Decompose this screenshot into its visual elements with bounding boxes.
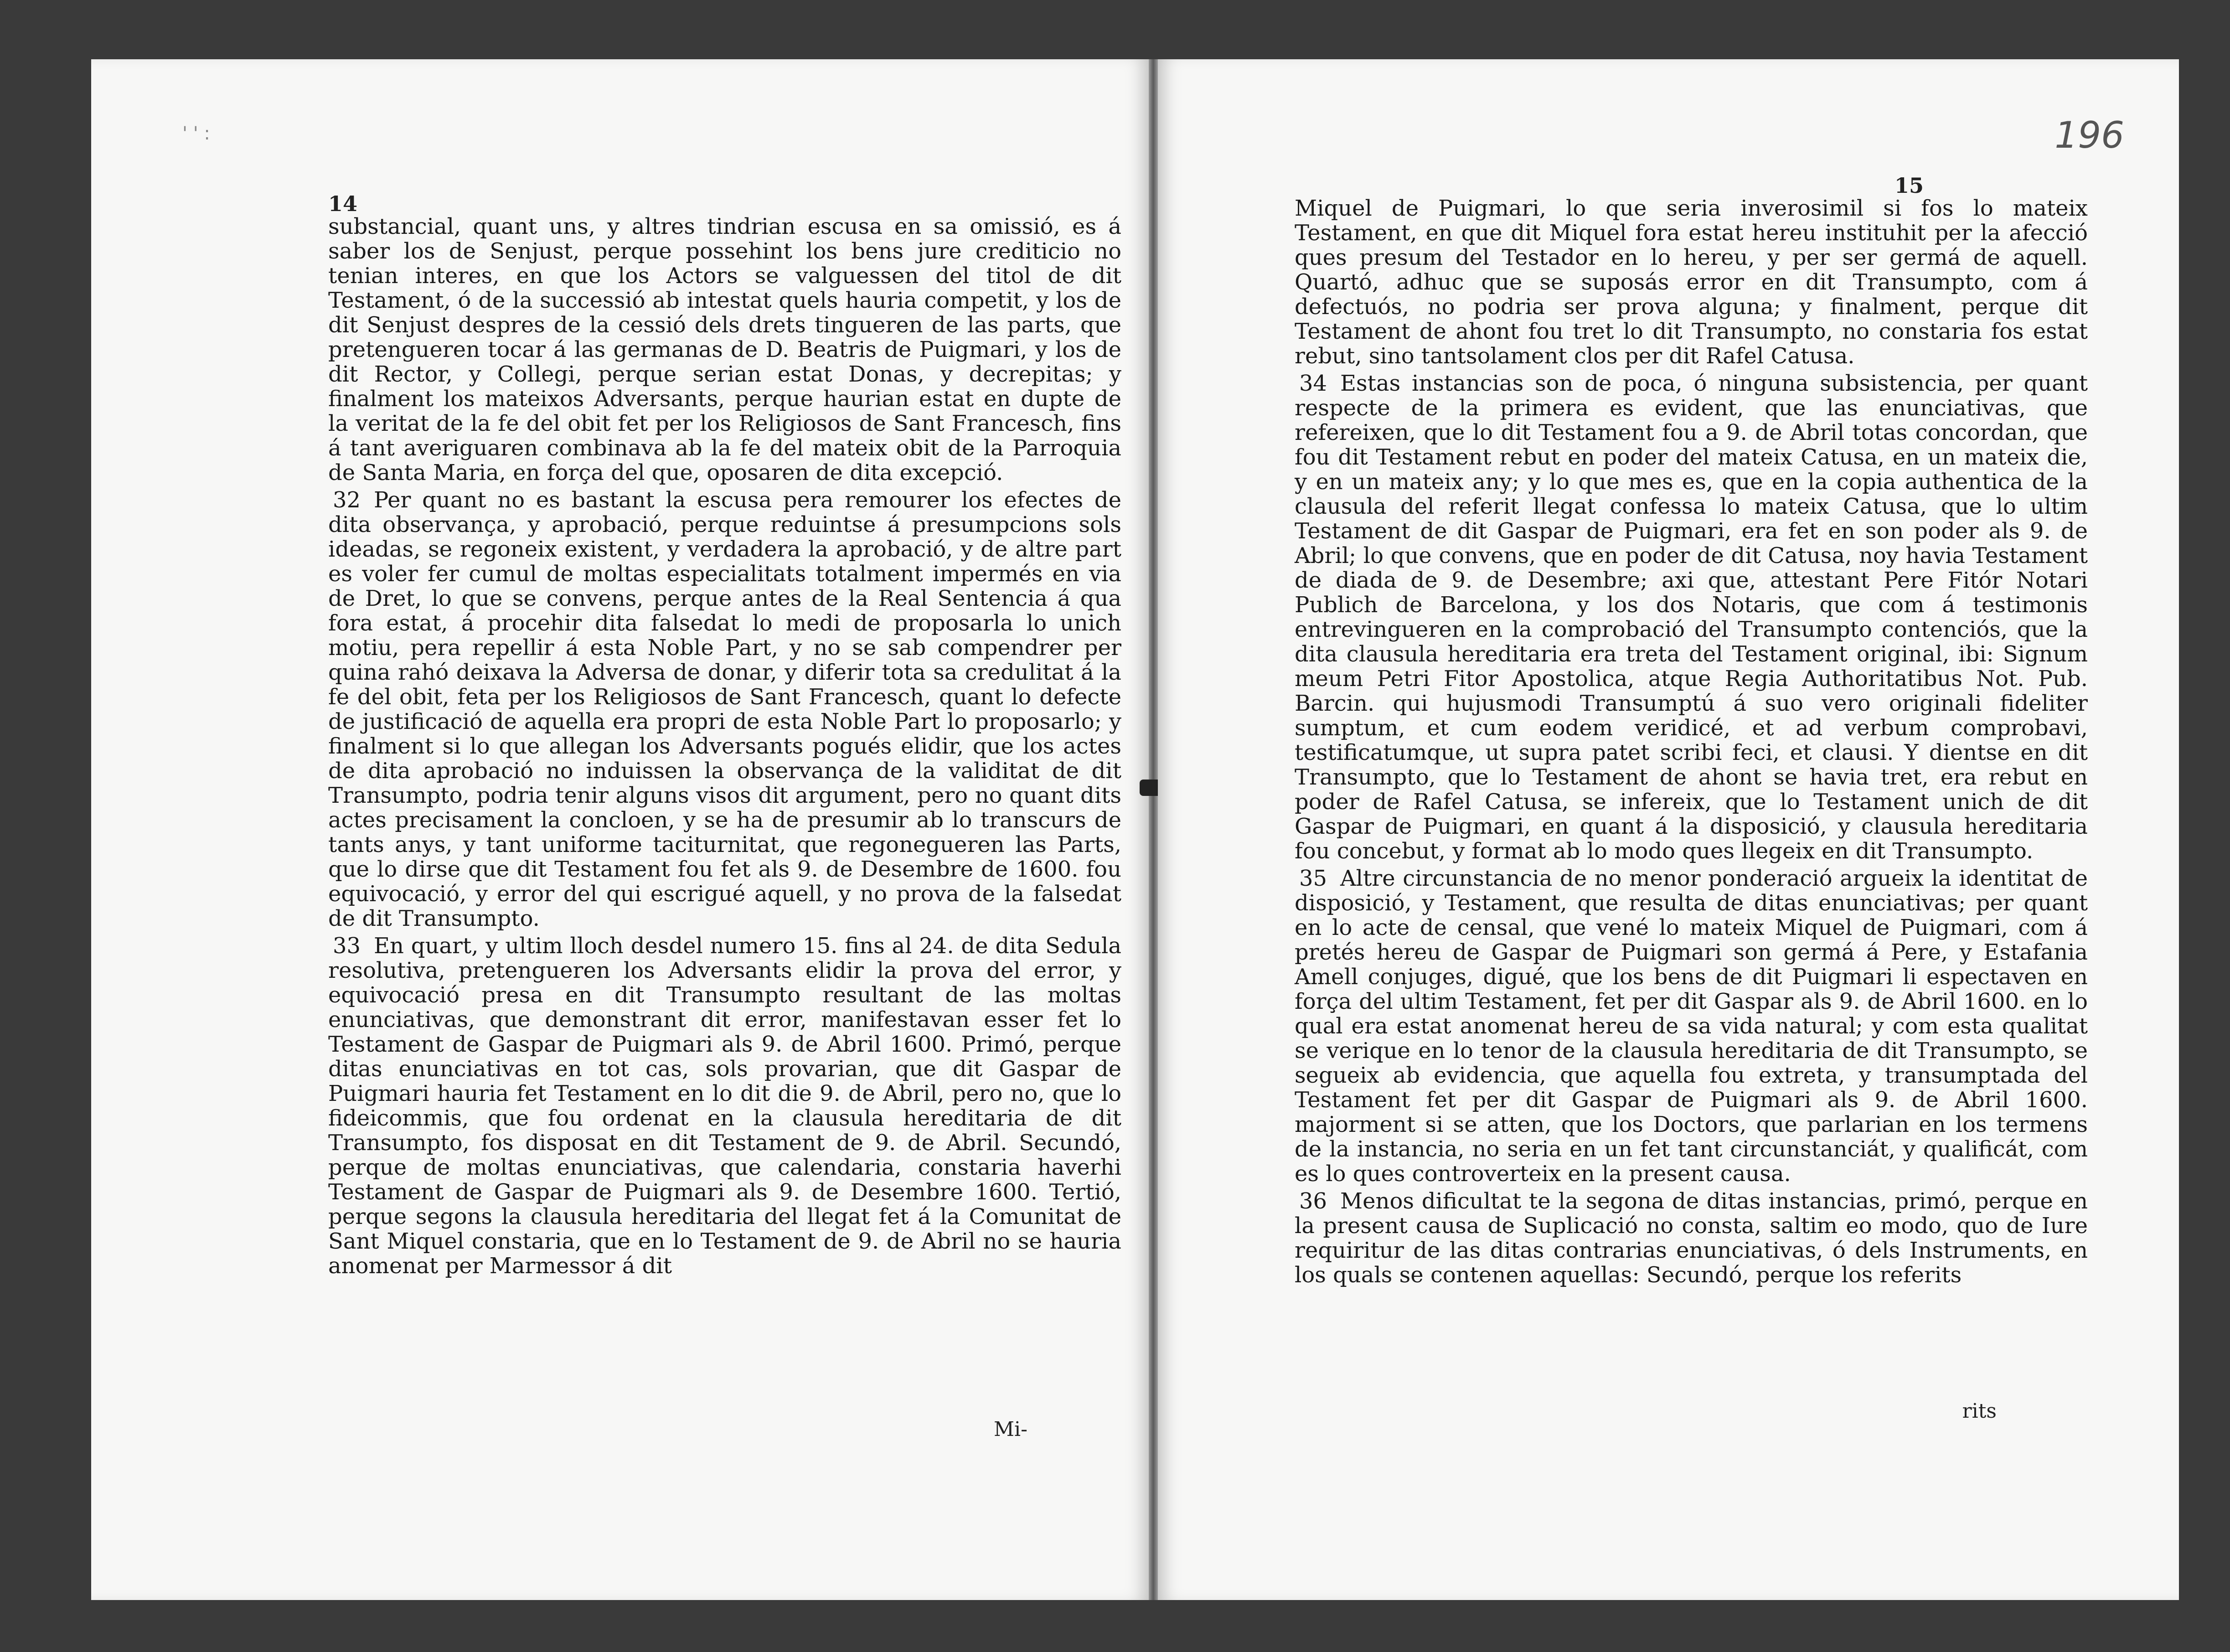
paragraph-text: Miquel de Puigmari, lo que seria inverosimil si fos lo mateix Testament, en que dit Miquel fora estat hereu instituhit per la afecció ques presum del Testador en lo hereu, y per ser germá de aquell. Quartó, adhuc que se suposás error en dit Transumpto, com á defectuós, no podria ser prova alguna; y finalment, perque dit Testament de ahont fou tret lo dit Transumpto, no constaria fos estat rebut, sino tantsolament clos per dit Rafel Catusa.: [1295, 196, 2088, 369]
paragraph-text: Menos dificultat te la segona de ditas instancias, primó, perque en la present causa de Suplicació no consta, saltim eo modo, quo de Iure requiritur de las ditas contrarias enunciativas, ó dels Instruments, en los quals se contenen aquellas: Secundó, perque los referits: [1295, 1188, 2088, 1288]
book-spread: [91, 59, 2179, 1600]
paragraph: [1295, 866, 2088, 1186]
page-number-left: 14: [328, 191, 358, 216]
paragraph: [328, 214, 1121, 485]
paragraph-text: substancial, quant uns, y altres tindrian escusa en sa omissió, es á saber los de Senjust, perque possehint los bens jure crediticio no tenian interes, en que los Actors se valguessen del titol de dit Testament, ó de la successió ab intestat quels hauria competit, y los de dit Senjust despres de la cessió dels drets tingueren de las parts, que pretengueren tocar á las germanas de D. Beatris de Puigmari, y los de dit Rector, y Collegi, perque serian estat Donas, y decrepitas; y finalment los mateixos Adversants, perque haurian estat en dupte de la veritat de la fe del obit fet per los Religiosos de Sant Francesch, fins á tant averiguaren combinava ab la fe del mateix obit de la Parroquia de Santa Maria, en força del que, oposaren de dita excepció.: [328, 214, 1121, 485]
book-gutter: [1149, 59, 1158, 1600]
paragraph-text: Altre circunstancia de no menor ponderació argueix la identitat de disposició, y Testament, que resulta de ditas enunciativas; per quant en lo acte de censal, que vené lo mateix Miquel de Puigmari, com á pretés hereu de Gaspar de Puigmari son germá á Pere, y Estafania Amell conjuges, digué, que los bens de dit Puigmari li espectaven en força del ultim Testament, fet per dit Gaspar als 9. de Abril 1600. en lo qual era estat anomenat hereu de sa vida natural; y com esta qualitat se verique en lo tenor de la clausula hereditaria de dit Transumpto, se segueix ab evidencia, que aquella fou extreta, y transumptada del Testament fet per dit Gaspar de Puigmari als 9. de Abril 1600. majorment si se atten, que los Doctors, que parlarian en los termens de la instancia, no seria en un fet tant circunstanciát, y qualificát, com es lo ques controverteix en la present causa.: [1295, 866, 2088, 1187]
paragraph-text: Per quant no es bastant la escusa pera remourer los efectes de dita observança, y aprobació, perque reduintse á presumpcions sols ideadas, se regoneix existent, y verdadera la aprobació, y de altre part es voler fer cumul de moltas especialitats totalment impermés en via de Dret, lo que se convens, perque antes de la Real Sentencia á qua fora estat, á procehir dita falsedat lo medi de proposarla lo unich motiu, pera repellir á esta Noble Part, y no se sab compendrer per quina rahó deixava la Adversa de donar, y diferir tota sa credulitat á la fe del obit, feta per los Religiosos de Sant Francesch, quant lo defecte de justificació de aquella era propri de esta Noble Part lo proposarlo; y finalment si lo que allegan los Adversants pogués elidir, que los actes de dita aprobació no induissen la observança de la validitat de dit Transumpto, podria tenir alguns visos dit argument, pero no quant dits actes precisament la concloen, y se ha de presumir ab lo transcurs de tants anys, y tant uniforme taciturnitat, que regonegueren las Parts, que lo dirse que dit Testament fou fet als 9. de Desembre de 1600. fou equivocació, y error del qui escrigué aquell, y no prova de la falsedat de dit Transumpto.: [328, 487, 1121, 931]
paragraph: [1295, 196, 2088, 368]
paragraph-number: 33: [333, 933, 361, 959]
paragraph: [328, 488, 1121, 931]
paragraph-number: 35: [1299, 866, 1327, 891]
catchword-right: rits: [1962, 1399, 1997, 1423]
paragraph-number: 34: [1299, 371, 1327, 396]
paragraph-number: 36: [1299, 1188, 1327, 1214]
margin-marks: ' ' :: [182, 123, 210, 144]
paragraph-number: 32: [333, 487, 361, 513]
paragraph-text: En quart, y ultim lloch desdel numero 15. fins al 24. de dita Sedula resolutiva, pretengueren los Adversants elidir la prova del error, y equivocació presa en dit Transumpto resultant de las moltas enunciativas, que demonstrant dit error, manifestavan esser fet lo Testament de Gaspar de Puigmari als 9. de Abril 1600. Primó, perque ditas enunciativas en tot cas, sols provarian, que dit Gaspar de Puigmari hauria fet Testament en lo dit die 9. de Abril, pero no, que lo fideicommis, que fou ordenat en la clausula hereditaria de dit Transumpto, fos disposat en dit Testament de 9. de Abril. Secundó, perque de moltas enunciativas, que calendaria, constaria haverhi Testament de Gaspar de Puigmari als 9. de Desembre 1600. Tertió, perque segons la clausula hereditaria del llegat fet á la Comunitat de Sant Miquel constaria, que en lo Testament de 9. de Abril no se hauria anomenat per Marmessor á dit: [328, 933, 1121, 1279]
paragraph: [1295, 1189, 2088, 1287]
paragraph-text: Estas instancias son de poca, ó ninguna subsistencia, per quant respecte de la primera es evident, que las enunciativas, que refereixen, que lo dit Testament fou a 9. de Abril totas concordan, que fou dit Testament rebut en poder del mateix Catusa, en un mateix die, y en un mateix any; y lo que mes es, que en la copia authentica de la clausula del referit llegat confessa lo mateix Catusa, que lo ultim Testament de dit Gaspar de Puigmari, era fet en son poder als 9. de Abril; lo que convens, que en poder de dit Catusa, noy havia Testament de diada de 9. de Desembre; axi que, attestant Pere Fitór Notari Publich de Barcelona, y los dos Notaris, que com á testimonis entrevingueren en la comprobació del Transumpto contenciós, que la dita clausula hereditaria era treta del Testament original, ibi: Signum meum Petri Fitor Apostolica, atque Regia Authoritatibus Not. Pub. Barcin. qui hujusmodi Transumptú á suo vero originali fideliter sumptum, et cum eodem veridicé, et ad verbum comprobavi, testificatumque, ut supra patet scribi feci, et clausi. Y dientse en dit Transumpto, que lo Testament de ahont se havia tret, era rebut en poder de Rafel Catusa, se infereix, que lo Testament unich de dit Gaspar de Puigmari, en quant á la disposició, y clausula hereditaria fou concebut, y format ab lo modo ques llegeix en dit Transumpto.: [1295, 371, 2088, 864]
paragraph: [328, 934, 1121, 1278]
paragraph: [1295, 371, 2088, 863]
folio-number: 196: [2054, 114, 2124, 156]
right-text-column: [1295, 196, 2088, 1287]
left-text-column: [328, 214, 1121, 1278]
page-number-right: 15: [1894, 173, 1924, 198]
left-page: [91, 59, 1149, 1600]
catchword-left: Mi-: [994, 1418, 1027, 1441]
right-page: [1158, 59, 2179, 1600]
